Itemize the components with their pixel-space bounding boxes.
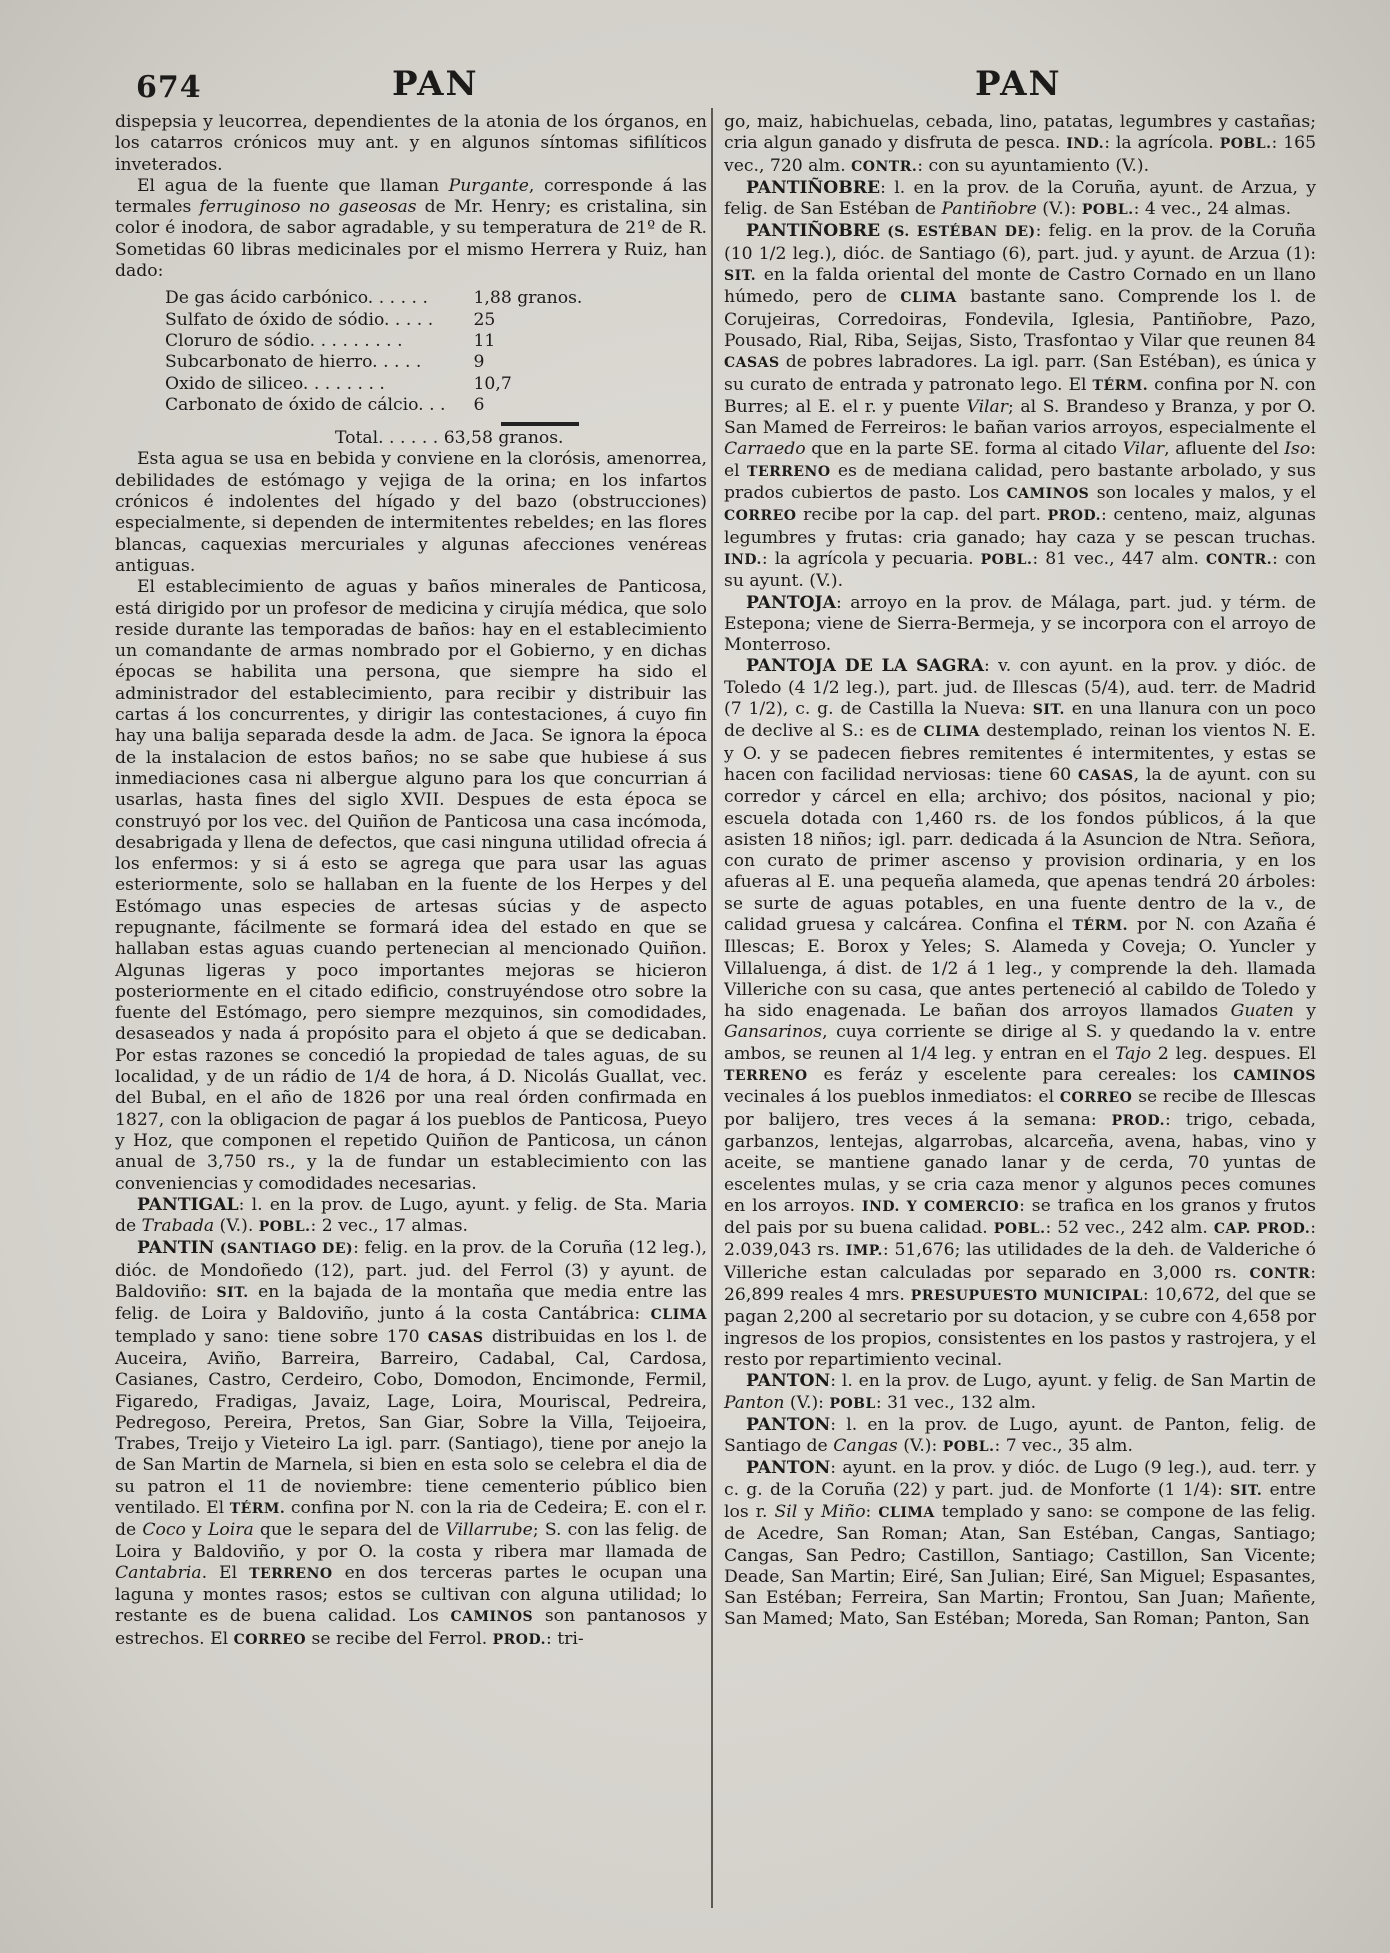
entry-pantinobre-feligresia: PANTIÑOBRE (S. ESTÉBAN DE): felig. en la prov. de la Coruña (10 1/2 leg.), dióc. de Santiago (6), part. jud. y ayunt. de Arzua (1): SIT. en la falda oriental del monte de Castro Cornado en un llano húmedo, pero de CLIMA bastante sano. Comprende los l. de Corujeiras, Corredoiras, Fondevila, Iglesia, Pantiñobre, Pazo, Pousado, Rial, Riba, Seijas, Sisto, Trasfontao y Vilar que reunen 84 CASAS de pobres labradores. La igl. parr. (San Estéban), es única y su curato de entrada y patronato lego. El TÉRM. confina por N. con Burres; al E. el r. y puente Vilar; al S. Brandeso y Branza, y por O. San Mamed de Ferreiros: le bañan varios arroyos, especialmente el Carraedo que en la parte SE. forma al citado Vilar, afluente del Iso: el TERRENO es de mediana calidad, pero bastante arbolado, y sus prados cubiertos de pasto. Los CAMINOS son locales y malos, y el CORREO recibe por la cap. del part. PROD.: centeno, maiz, algunas legumbres y frutas: cria ganado; hay caza y se pescan truchas. IND.: la agrícola y pecuaria. POBL.: 81 vec., 447 alm. CONTR.: con su ayunt. (V.). (724, 221, 1317, 592)
right-column (724, 112, 1316, 1631)
entry-pantoja: PANTOJA: arroyo en la prov. de Málaga, part. jud. y térm. de Estepona; viene de Sierra-Bermeja, y se incorpora con el arroyo de Monterroso. (724, 592, 1316, 656)
analysis-total: Total. . . . . . 63,58 granos. (335, 428, 564, 449)
entry-panton-ayuntamiento: PANTON: ayunt. en la prov. y dióc. de Lugo (9 leg.), aud. terr. y c. g. de la Coruña (22) y part. jud. de Monforte (1 1/4): SIT. entre los r. Sil y Miño: CLIMA templado y sano: se compone de las felig. de Acedre, San Roman; Atan, San Estéban, Cangas, Santiago; Cangas, San Pedro; Castillon, Santiago; Castillon, San Vicente; Deade, San Martin; Eiré, San Julian; Eiré, San Miguel; Espasantes, San Estéban; Ferreira, San Martin; Frontou, San Juan; Mañente, San Mamed; Mato, San Estéban; Moreda, San Roman; Panton, San (724, 1458, 1317, 1630)
total-rule (501, 422, 579, 426)
running-head-left: PAN (392, 64, 479, 104)
paragraph-establishment: El establecimiento de aguas y baños minerales de Panticosa, está dirigido por un profesor de medicina y cirujía médica, que solo reside durante las temporadas de baños: hay en el establecimiento un comandante de armas nombrado por el Gobierno, y en dichas épocas se habilita una persona, que siempre ha sido el administrador del establecimiento, para recibir y distribuir las cartas á los concurrentes, y dirigir las contestaciones, á cuyo fin hay una balija separada desde la adm. de Jaca. Se ignora la época de la instalacion de estos baños; no se sabe que hubiese á sus inmediaciones casa ni albergue alguno para los que concurrian á usarlas, hasta fines del siglo XVII. Despues de esta época se construyó por los vec. del Quiñon de Panticosa una casa incómoda, desabrigada y llena de defectos, que casi ninguna utilidad ofrecia á los enfermos: y si á esto se agrega que para usar las aguas esteriormente, solo se hallaban en la fuente de los Herpes y del Estómago unas especies de artesas súcias y de aspecto repugnante, fácilmente se formará idea del estado en que se hallaban estas aguas cuando pertenecian al mencionado Quiñon. Algunas ligeras y poco importantes mejoras se hicieron posteriormente en el citado edificio, construyéndose otro sobre la fuente del Estómago, pero siempre mezquinos, sin comodidades, desaseados y nada á propósito para el objeto á que se dedicaban. Por estas razones se concedió la propiedad de tales aguas, de su localidad, y de un rádio de 1/4 de hora, á D. Nicolás Guallat, vec. del Bubal, en el año de 1826 por una real órden confirmada en 1827, con la obligacion de pagar á los pueblos de Panticosa, Pueyo y Hoz, que componen el repetido Quiñon de Panticosa, un cánon anual de 3,750 rs., y la de fundar un establecimiento con las conveniencias y comodidades necesarias. (115, 577, 707, 1194)
entry-pantinobre-lugar: PANTIÑOBRE: l. en la prov. de la Coruña, ayunt. de Arzua, y felig. de San Estéban de Pantiñobre (V.): POBL.: 4 vec., 24 almas. (724, 177, 1316, 220)
table-row: Oxido de siliceo. . . . . . . . 10,7 (165, 373, 512, 394)
entry-pantin: PANTIN (SANTIAGO DE): felig. en la prov. de la Coruña (12 leg.), dióc. de Mondoñedo (12), part. jud. del Ferrol (3) y ayunt. de Baldoviño: SIT. en la bajada de la montaña que media entre las felig. de Loira y Baldoviño, junto á la costa Cantábrica: CLIMA templado y sano: tiene sobre 170 CASAS distribuidas en los l. de Auceira, Aviño, Barreira, Barreiro, Cadabal, Cal, Cardosa, Casianes, Castro, Cerdeiro, Cobo, Domodon, Encimonde, Fermil, Figaredo, Fradigas, Javaiz, Lage, Loira, Mouriscal, Pedreira, Pedregoso, Pereira, Pretos, San Giar, Sobre la Villa, Teijoeira, Trabes, Treijo y Vieteiro La igl. parr. (Santiago), tiene por anejo la de San Martin de Marnela, si bien en esta solo se celebra el dia de su patron el 11 de noviembre: tiene cementerio público bien ventilado. El TÉRM. confina por N. con la ria de Cedeira; E. con el r. de Coco y Loira que le separa del de Villarrube; S. con las felig. de Loira y Baldoviño, y por O. la costa y ribera mar llamada de Cantabria. El TERRENO en dos terceras partes le ocupan una laguna y montes rasos; estos se cultivan con alguna utilidad; lo restante es de buena calidad. Los CAMINOS son pantanosos y estrechos. El CORREO se recibe del Ferrol. PROD.: tri- (115, 1238, 708, 1649)
table-row: Carbonato de óxido de cálcio. . . 6 (165, 394, 485, 415)
paragraph-uses: Esta agua se usa en bebida y conviene en la clorósis, amenorrea, debilidades de estómago y vejiga de la orina; en los infartos crónicos é indolentes del hígado y del bazo (obstrucciones) especialmente, si dependen de intermitentes rebeldes; en las flores blancas, caquexias mercuriales y algunas afecciones venéreas antiguas. (115, 449, 707, 576)
table-row: Sulfato de óxido de sódio. . . . . 25 (165, 309, 496, 330)
entry-pantigal: PANTIGAL: l. en la prov. de Lugo, ayunt. y felig. de Sta. Maria de Trabada (V.). POBL.: 2 vec., 17 almas. (115, 1194, 707, 1237)
table-row: Subcarbonato de hierro. . . . . 9 (165, 352, 485, 373)
water-analysis-table (165, 288, 613, 416)
paragraph-purgante: El agua de la fuente que llaman Purgante, corresponde á las termales ferruginoso no gaseosas de Mr. Henry; es cristalina, sin color é inodora, de sabor agradable, y su temperatura de 21º de R. Sometidas 60 libras medicinales por el mismo Herrera y Ruiz, han dado: (115, 175, 707, 282)
running-head-right: PAN (975, 64, 1062, 104)
entry-panton-cangas: PANTON: l. en la prov. de Lugo, ayunt. de Panton, felig. de Santiago de Cangas (V.): POBL.: 7 vec., 35 alm. (724, 1414, 1316, 1457)
entry-pantoja-de-la-sagra: PANTOJA DE LA SAGRA: v. con ayunt. en la prov. y dióc. de Toledo (4 1/2 leg.), part. jud. de Illescas (5/4), aud. terr. de Madrid (7 1/2), c. g. de Castilla la Nueva: SIT. en una llanura con un poco de declive al S.: es de CLIMA destemplado, reinan los vientos N. E. y O. y se padecen fiebres remitentes é intermitentes, y estas se hacen con facilidad nerviosas: tiene 60 CASAS, la de ayunt. con su corredor y cárcel en ella; archivo; dos pósitos, nacional y pio; escuela dotada con 1,460 rs. de los fondos públicos, á la que asisten 18 niños; igl. parr. dedicada á la Asuncion de Ntra. Señora, con curato de primer ascenso y provision ordinaria, y en los afueras al E. una pequeña alameda, que apenas tendrá 20 árboles: se surte de aguas potables, en una fuente dentro de la v., de calidad gruesa y calcárea. Confina el TÉRM. por N. con Azaña é Illescas; E. Borox y Yeles; S. Alameda y Coveja; O. Yuncler y Villaluenga, á dist. de 1/2 á 1 leg., y comprende la deh. llamada Villeriche con su casa, que antes perteneció al cabildo de Toledo y ha sido enagenada. Le bañan dos arroyos llamados Guaten y Gansarinos, cuya corriente se dirige al S. y quedando la v. entre ambos, se reunen al 1/4 leg. y entran en el Tajo 2 leg. despues. El TERRENO es feráz y escelente para cereales: los CAMINOS vecinales á los pueblos inmediatos: el CORREO se recibe de Illescas por balijero, tres veces á la semana: PROD.: trigo, cebada, garbanzos, lentejas, algarrobas, alcarceña, avena, habas, vino y aceite, se mantiene ganado lanar y de cerda, 70 yuntas de escelentes mulas, y se cria caza menor y algunos peces comunes en los arroyos. IND. Y COMERCIO: se trafica en los granos y frutos del pais por su buena calidad. POBL.: 52 vec., 242 alm. CAP. PROD.: 2.039,043 rs. IMP.: 51,676; las utilidades de la deh. de Valderiche ó Villeriche estan calculadas por separado en 3,000 rs. CONTR: 26,899 reales 4 mrs. PRESUPUESTO MUNICIPAL: 10,672, del que se pagan 2,200 al secretario por su dotacion, y se cubre con 4,658 por ingresos de los propios, consistentes en los pastos y rastrojera, y el resto por repartimiento vecinal. (724, 656, 1317, 1370)
page-number: 674 (136, 70, 202, 105)
paragraph-pantin-continued: go, maiz, habichuelas, cebada, lino, patatas, legumbres y castañas; cria algun ganado y disfruta de pesca. IND.: la agrícola. POBL.: 165 vec., 720 alm. CONTR.: con su ayuntamiento (V.). (724, 112, 1317, 176)
paragraph-dispepsia: dispepsia y leucorrea, dependientes de la atonia de los órganos, en los catarros crónicos muy ant. y en algunos síntomas sifilíticos inveterados. (115, 112, 707, 175)
column-divider (711, 108, 713, 1908)
left-column (115, 112, 707, 1651)
table-row: Cloruro de sódio. . . . . . . . . 11 (165, 330, 496, 351)
entry-panton-lugar: PANTON: l. en la prov. de Lugo, ayunt. y felig. de San Martin de Panton (V.): POBL: 31 vec., 132 alm. (724, 1371, 1316, 1413)
table-row: De gas ácido carbónico. . . . . . 1,88 granos. (165, 288, 583, 309)
